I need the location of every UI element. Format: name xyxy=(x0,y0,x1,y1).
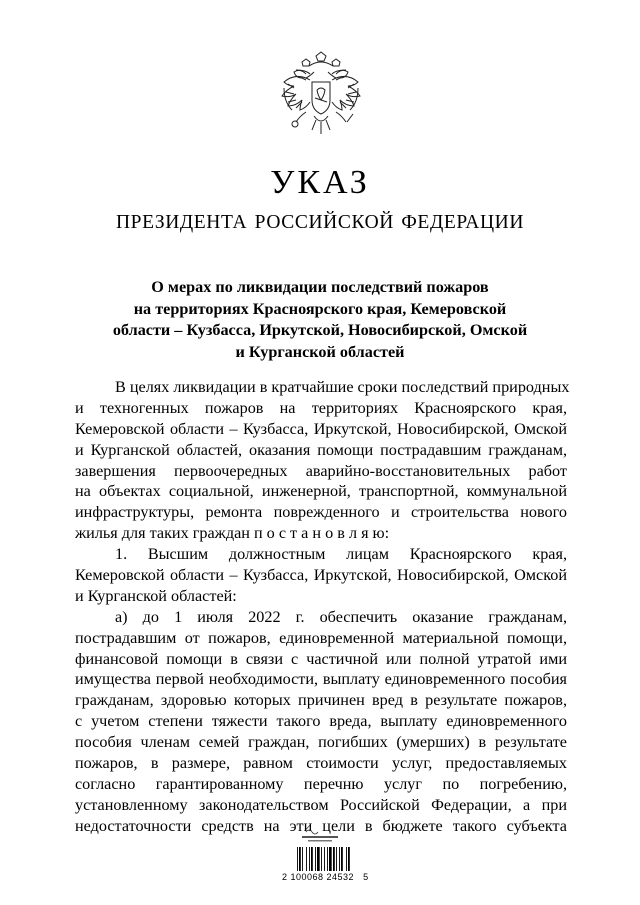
coat-of-arms-icon xyxy=(276,50,366,142)
heading-line: на территориях Красноярского края, Кемеровской xyxy=(133,299,507,318)
body-line: на объектах социальной, инженерной, транспортной, коммунальной xyxy=(75,482,567,501)
body-line: жилья для таких граждан п о с т а н о в л я ю: xyxy=(75,524,390,543)
body-line: и Курганской областей, оказания помощи пострадавшим гражданам, xyxy=(75,440,567,459)
body-line: Кемеровской области – Кузбасса, Иркутской, Новосибирской, Омской xyxy=(75,419,567,438)
body-line: а) до 1 июля 2022 г. обеспечить оказание гражданам, xyxy=(115,607,567,626)
body-line: имущества первой необходимости, выплату единовременного пособия xyxy=(75,670,567,689)
body-line: недостаточности средств на эти цели в бюджете такого субъекта xyxy=(75,816,567,835)
body-line: 1. Высшим должностным лицам Красноярского края, xyxy=(115,545,567,564)
heading-line: О мерах по ликвидации последствий пожаров xyxy=(151,278,489,296)
document-subtitle: ПРЕЗИДЕНТА РОССИЙСКОЙ ФЕДЕРАЦИИ xyxy=(115,212,525,233)
decree-heading xyxy=(0,277,640,363)
body-line: пострадавшим от пожаров, единовременной материальной помощи, xyxy=(75,628,567,647)
barcode-number: 2 100068 24532 5 xyxy=(282,872,369,882)
body-line: и техногенных пожаров на территориях Красноярского края, xyxy=(75,398,567,417)
body-line: В целях ликвидации в кратчайшие сроки последствий природных xyxy=(115,378,570,396)
body-line: Кемеровской области – Кузбасса, Иркутской, Новосибирской, Омской xyxy=(75,566,567,585)
document-title: УКАЗ xyxy=(270,164,370,201)
body-line: финансовой помощи в связи с частичной или полной утратой ими xyxy=(75,649,567,668)
heading-line: и Курганской областей xyxy=(235,342,405,361)
body-line: завершения первоочередных аварийно-восстановительных работ xyxy=(75,461,567,480)
barcode-icon xyxy=(296,847,366,871)
body-line: и Курганской областей: xyxy=(75,586,237,605)
body-line: гражданам, здоровью которых причинен вред в результате пожаров, xyxy=(75,691,567,710)
heading-line: области – Кузбасса, Иркутской, Новосибирской, Омской xyxy=(112,321,528,339)
body-line: инфраструктуры, ремонта поврежденного и строительства нового xyxy=(75,503,567,522)
body-line: пожаров, в размере, равном стоимости услуг, предоставляемых xyxy=(75,754,567,773)
decree-body xyxy=(75,377,570,837)
body-line: согласно гарантированному перечню услуг по погребению, xyxy=(75,774,567,793)
body-line: установленному законодательством Российской Федерации, а при xyxy=(75,795,567,814)
body-line: с учетом степени тяжести такого вреда, выплату единовременного xyxy=(75,712,567,731)
body-line: пособия членам семей граждан, погибших (умерших) в результате xyxy=(75,733,567,752)
registration-stamp-icon xyxy=(298,826,342,844)
